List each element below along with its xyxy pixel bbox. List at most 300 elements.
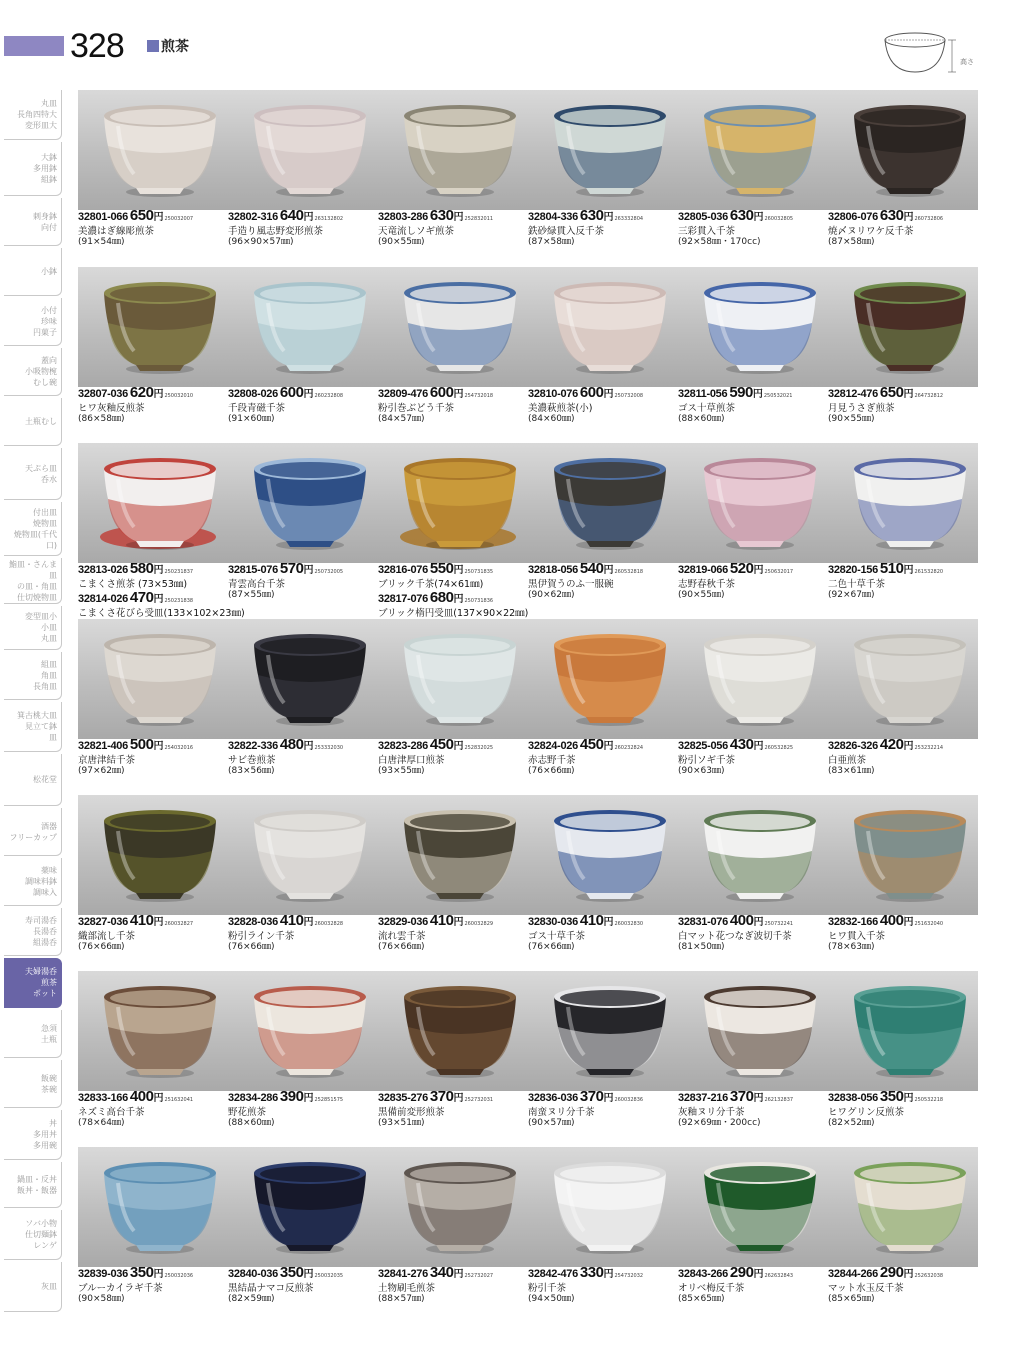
jan-code: 250732005 xyxy=(314,569,344,575)
jan-code: 260532818 xyxy=(614,569,644,575)
product-code: 32804-336 xyxy=(528,211,578,223)
product-price: 500 xyxy=(129,736,154,753)
product-info xyxy=(378,561,528,619)
product-item[interactable] xyxy=(678,795,828,971)
sidebar-category-item[interactable]: 鮨皿・さんま皿 の皿・角皿 仕切焼物皿 xyxy=(4,558,62,604)
teacup-image xyxy=(548,277,678,381)
product-item[interactable] xyxy=(78,267,228,443)
product-price: 520 xyxy=(729,560,754,577)
product-item[interactable] xyxy=(378,90,528,266)
product-item[interactable] xyxy=(828,795,978,971)
product-item[interactable] xyxy=(228,1147,378,1323)
product-item[interactable] xyxy=(828,90,978,266)
yen-unit: 円 xyxy=(603,565,614,576)
product-size: (84×57㎜) xyxy=(378,414,425,424)
product-name: 青雲高台千茶 xyxy=(228,579,286,590)
product-info xyxy=(378,385,528,425)
yen-unit: 円 xyxy=(153,917,164,928)
teacup-image xyxy=(398,100,528,204)
product-name: 粉引ソギ千茶 xyxy=(678,755,736,766)
product-price: 400 xyxy=(729,912,754,929)
product-price: 350 xyxy=(279,1264,304,1281)
product-size: (90×57㎜) xyxy=(528,1118,575,1128)
jan-code: 250032035 xyxy=(314,1273,344,1279)
yen-unit: 円 xyxy=(453,1269,464,1280)
diagram-height-label: 高さ xyxy=(960,58,974,66)
product-code: 32831-076 xyxy=(678,916,728,928)
product-price: 550 xyxy=(429,560,454,577)
teacup-image xyxy=(98,100,228,204)
product-name: 粉引巻ぶどう千茶 xyxy=(378,403,455,414)
yen-unit: 円 xyxy=(153,565,164,576)
product-price: 370 xyxy=(729,1088,754,1105)
product-info xyxy=(78,1089,228,1129)
sidebar-category-item[interactable]: 天ぷら皿 呑水 xyxy=(4,448,62,500)
product-info xyxy=(678,561,828,601)
product-name: 美濃はぎ線彫煎茶 xyxy=(78,226,155,237)
yen-unit: 円 xyxy=(903,917,914,928)
product-code: 32821-406 xyxy=(78,740,128,752)
product-item[interactable] xyxy=(528,1147,678,1323)
product-price: 600 xyxy=(579,384,604,401)
product-name: 美濃萩煎茶(小) xyxy=(528,403,593,414)
sidebar-category-item[interactable]: ソバ小物 仕切麺鉢 レンゲ xyxy=(4,1210,62,1260)
product-code: 32814-026 xyxy=(78,593,128,605)
product-item[interactable] xyxy=(678,619,828,795)
product-name: 土物刷毛煎茶 xyxy=(378,1283,436,1294)
product-item[interactable] xyxy=(678,1147,828,1323)
product-item[interactable] xyxy=(378,1147,528,1323)
product-size: (86×58㎜) xyxy=(78,414,125,424)
product-item[interactable] xyxy=(828,267,978,443)
product-size: (91×60㎜) xyxy=(228,414,275,424)
product-name: 南蛮ヌリ分千茶 xyxy=(528,1107,595,1118)
teacup-image xyxy=(98,981,228,1085)
cup-dimension-diagram-icon xyxy=(880,28,980,78)
jan-code: 250731836 xyxy=(464,598,494,604)
sidebar-category-item[interactable]: 丸皿 長角四特大 変形皿大 xyxy=(4,90,62,140)
product-price: 340 xyxy=(429,1264,454,1281)
product-info xyxy=(78,385,228,425)
jan-code: 250032036 xyxy=(164,1273,194,1279)
product-item[interactable] xyxy=(528,443,678,619)
yen-unit: 円 xyxy=(753,212,764,223)
sidebar-category-item[interactable]: 薬味 調味料鉢 調味入 xyxy=(4,858,62,906)
product-price: 680 xyxy=(429,589,454,606)
product-info xyxy=(228,208,378,248)
section-title: 煎茶 xyxy=(161,39,189,55)
teacup-image xyxy=(548,629,678,733)
product-info xyxy=(678,913,828,953)
product-code: 32830-036 xyxy=(528,916,578,928)
yen-unit: 円 xyxy=(153,1093,164,1104)
product-item[interactable] xyxy=(78,1147,228,1323)
product-item[interactable] xyxy=(828,443,978,619)
teacup-image xyxy=(98,1157,228,1261)
product-name: 白唐津厚口煎茶 xyxy=(378,755,445,766)
jan-code: 260032836 xyxy=(614,1097,644,1103)
product-price: 370 xyxy=(429,1088,454,1105)
jan-code: 253232214 xyxy=(914,745,944,751)
product-name: 黒結晶ナマコ反煎茶 xyxy=(228,1283,314,1294)
jan-code: 260732806 xyxy=(914,216,944,222)
sidebar-category-item[interactable]: 丼 多用丼 多用碗 xyxy=(4,1110,62,1160)
product-item[interactable] xyxy=(228,971,378,1147)
product-item[interactable] xyxy=(528,90,678,266)
product-item[interactable] xyxy=(78,619,228,795)
teacup-image xyxy=(248,100,378,204)
sidebar-category-item[interactable]: 鍋皿・反丼 飯丼・飯器 xyxy=(4,1162,62,1208)
product-code: 32834-286 xyxy=(228,1092,278,1104)
product-code: 32828-036 xyxy=(228,916,278,928)
product-code: 32802-316 xyxy=(228,211,278,223)
teacup-image xyxy=(398,277,528,381)
product-size: (78×64㎜) xyxy=(78,1118,125,1128)
section-marker-icon xyxy=(147,40,159,52)
jan-code: 251632041 xyxy=(164,1097,194,1103)
sidebar-category-item[interactable]: 組皿 角皿 長角皿 xyxy=(4,652,62,700)
teacup-image xyxy=(848,453,978,557)
product-info xyxy=(78,737,228,777)
sidebar-category-item[interactable]: 灰皿 xyxy=(4,1262,62,1312)
jan-code: 262132837 xyxy=(764,1097,794,1103)
jan-code: 261532820 xyxy=(914,569,944,575)
product-price: 410 xyxy=(279,912,304,929)
product-name: 白マット花つなぎ波切千茶 xyxy=(678,931,792,942)
yen-unit: 円 xyxy=(603,1269,614,1280)
teacup-image xyxy=(848,100,978,204)
jan-code: 263332804 xyxy=(614,216,644,222)
teacup-image xyxy=(698,805,828,909)
product-price: 600 xyxy=(429,384,454,401)
sidebar-category-item[interactable]: 刺身鉢 向付 xyxy=(4,198,62,246)
product-item[interactable] xyxy=(228,795,378,971)
jan-code: 250632017 xyxy=(764,569,794,575)
product-name: 千段青磁千茶 xyxy=(228,403,286,414)
product-item[interactable] xyxy=(828,971,978,1147)
yen-unit: 円 xyxy=(603,389,614,400)
product-price: 450 xyxy=(429,736,454,753)
product-price: 400 xyxy=(129,1088,154,1105)
product-info xyxy=(528,208,678,248)
product-name: ヒワ灰釉反煎茶 xyxy=(78,403,145,414)
product-row xyxy=(78,443,978,619)
teacup-image xyxy=(698,453,828,557)
product-price: 480 xyxy=(279,736,304,753)
jan-code: 260232824 xyxy=(614,745,644,751)
product-item[interactable] xyxy=(678,971,828,1147)
product-info xyxy=(828,737,978,777)
jan-code: 260032830 xyxy=(614,921,644,927)
teacup-image xyxy=(548,805,678,909)
product-price: 420 xyxy=(879,736,904,753)
jan-code: 260032828 xyxy=(314,921,344,927)
product-price: 570 xyxy=(279,560,304,577)
product-item[interactable] xyxy=(828,619,978,795)
product-row xyxy=(78,971,978,1147)
product-item[interactable] xyxy=(678,267,828,443)
yen-unit: 円 xyxy=(153,1269,164,1280)
product-name: ネズミ高台千茶 xyxy=(78,1107,145,1118)
product-code: 32810-076 xyxy=(528,388,578,400)
product-info xyxy=(678,1265,828,1305)
product-name: こまくさ煎茶 (73×53㎜) xyxy=(78,579,188,590)
yen-unit: 円 xyxy=(453,741,464,752)
yen-unit: 円 xyxy=(903,389,914,400)
sidebar-category-item[interactable]: 小付 珍味 円菓子 xyxy=(4,298,62,346)
product-price: 470 xyxy=(129,589,154,606)
product-size: (94×50㎜) xyxy=(528,1294,575,1304)
sidebar-category-item[interactable]: 付出皿 焼物皿 焼物皿(千代口) xyxy=(4,502,62,556)
product-code: 32842-476 xyxy=(528,1268,578,1280)
product-item[interactable] xyxy=(378,443,528,619)
product-price: 410 xyxy=(129,912,154,929)
product-info xyxy=(528,737,678,777)
product-info xyxy=(678,385,828,425)
product-item[interactable] xyxy=(378,619,528,795)
product-price: 410 xyxy=(579,912,604,929)
product-info xyxy=(78,208,228,248)
product-item[interactable] xyxy=(528,795,678,971)
yen-unit: 円 xyxy=(903,741,914,752)
product-size: (85×65㎜) xyxy=(828,1294,875,1304)
jan-code: 260532825 xyxy=(764,745,794,751)
product-item[interactable] xyxy=(228,90,378,266)
jan-code: 252851575 xyxy=(314,1097,344,1103)
product-size: (90×55㎜) xyxy=(678,590,725,600)
product-code: 32837-216 xyxy=(678,1092,728,1104)
product-name: 月見うさぎ煎茶 xyxy=(828,403,895,414)
product-size: (92×58㎜・170cc) xyxy=(678,237,761,247)
product-price: 400 xyxy=(879,912,904,929)
jan-code: 260032829 xyxy=(464,921,494,927)
jan-code: 254732018 xyxy=(464,393,494,399)
product-item[interactable] xyxy=(228,619,378,795)
product-item[interactable] xyxy=(378,971,528,1147)
product-name: 流れ雲千茶 xyxy=(378,931,426,942)
yen-unit: 円 xyxy=(603,212,614,223)
product-name: ブリック千茶(74×61㎜) xyxy=(378,579,484,590)
product-info xyxy=(228,1089,378,1129)
product-item[interactable] xyxy=(78,443,245,619)
sidebar-category-item[interactable]: 小鉢 xyxy=(4,248,62,296)
yen-unit: 円 xyxy=(903,1269,914,1280)
product-name: サビ巻煎茶 xyxy=(228,755,276,766)
product-item[interactable] xyxy=(528,971,678,1147)
product-price: 540 xyxy=(579,560,604,577)
sidebar-category-item[interactable]: 蓋向 小吸物椀 むし碗 xyxy=(4,348,62,396)
product-size: (76×66㎜) xyxy=(78,942,125,952)
product-item[interactable] xyxy=(528,619,678,795)
product-price: 620 xyxy=(129,384,154,401)
yen-unit: 円 xyxy=(453,565,464,576)
product-row xyxy=(78,795,978,971)
jan-code: 250732241 xyxy=(764,921,794,927)
sidebar-category-item[interactable]: 酒器 フリーカップ xyxy=(4,808,62,856)
jan-code: 250032007 xyxy=(164,216,194,222)
product-code: 32833-166 xyxy=(78,1092,128,1104)
product-code: 32838-056 xyxy=(828,1092,878,1104)
teacup-image xyxy=(398,805,528,909)
product-code: 32825-056 xyxy=(678,740,728,752)
product-price: 450 xyxy=(579,736,604,753)
teacup-image xyxy=(248,805,378,909)
teacup-image xyxy=(848,629,978,733)
product-price: 350 xyxy=(879,1088,904,1105)
product-name: 三彩貫入千茶 xyxy=(678,226,736,237)
product-code: 32817-076 xyxy=(378,593,428,605)
sidebar-category-item[interactable]: 変型皿小 小皿 丸皿 xyxy=(4,606,62,650)
yen-unit: 円 xyxy=(303,1269,314,1280)
product-size: (88×60㎜) xyxy=(678,414,725,424)
product-item[interactable] xyxy=(378,267,528,443)
product-info xyxy=(228,385,378,425)
product-size: (82×52㎜) xyxy=(828,1118,875,1128)
product-size: (92×69㎜・200cc) xyxy=(678,1118,761,1128)
product-size: (97×62㎜) xyxy=(78,766,125,776)
product-code: 32824-026 xyxy=(528,740,578,752)
product-item[interactable] xyxy=(78,795,228,971)
sidebar-category-item[interactable]: 急須 土瓶 xyxy=(4,1010,62,1058)
jan-code: 251632040 xyxy=(914,921,944,927)
teacup-image xyxy=(248,277,378,381)
product-item[interactable] xyxy=(228,267,378,443)
jan-code: 254032016 xyxy=(164,745,194,751)
jan-code: 260232808 xyxy=(314,393,344,399)
product-item[interactable] xyxy=(78,90,228,266)
product-item[interactable] xyxy=(828,1147,978,1323)
jan-code: 250032010 xyxy=(164,393,194,399)
product-size: (93×55㎜) xyxy=(378,766,425,776)
product-code: 32841-276 xyxy=(378,1268,428,1280)
yen-unit: 円 xyxy=(752,389,763,400)
product-name: 灰釉ヌリ分千茶 xyxy=(678,1107,745,1118)
product-price: 590 xyxy=(729,384,753,401)
product-code: 32822-336 xyxy=(228,740,278,752)
teacup-image xyxy=(248,629,378,733)
product-size: (76×66㎜) xyxy=(528,766,575,776)
product-info xyxy=(78,560,245,619)
sidebar-category-item[interactable]: 飯碗 茶碗 xyxy=(4,1060,62,1108)
product-name: 野花煎茶 xyxy=(228,1107,267,1118)
product-name: オリベ梅反千茶 xyxy=(678,1283,745,1294)
product-size: (87×58㎜) xyxy=(828,237,875,247)
product-info xyxy=(378,913,528,953)
product-size: (90×62㎜) xyxy=(528,590,575,600)
product-code: 32813-026 xyxy=(78,564,128,576)
product-code: 32826-326 xyxy=(828,740,878,752)
product-name: 志野春秋千茶 xyxy=(678,579,736,590)
product-item[interactable] xyxy=(228,443,378,619)
sidebar-category-item[interactable]: 松花堂 xyxy=(4,754,62,806)
sidebar-category-item[interactable]: 大鉢 多用鉢 組鉢 xyxy=(4,142,62,196)
product-size: (83×56㎜) xyxy=(228,766,275,776)
product-code: 32803-286 xyxy=(378,211,428,223)
jan-code: 260032827 xyxy=(164,921,194,927)
yen-unit: 円 xyxy=(453,389,464,400)
product-info xyxy=(528,1265,678,1305)
product-code: 32844-266 xyxy=(828,1268,878,1280)
yen-unit: 円 xyxy=(903,1093,914,1104)
product-name: 粉引千茶 xyxy=(528,1283,567,1294)
product-code: 32801-066 xyxy=(78,211,128,223)
product-name: ブリック楕円受皿(137×90×22㎜) xyxy=(378,608,529,619)
yen-unit: 円 xyxy=(303,389,314,400)
product-name: 織部流し千茶 xyxy=(78,931,136,942)
product-size: (76×66㎜) xyxy=(228,942,275,952)
product-code: 32843-266 xyxy=(678,1268,728,1280)
product-name: 鉄砂緑貫入反千茶 xyxy=(528,226,605,237)
product-price: 600 xyxy=(279,384,304,401)
product-info xyxy=(228,1265,378,1305)
product-code: 32805-036 xyxy=(678,211,728,223)
jan-code: 262632843 xyxy=(764,1273,794,1279)
product-code: 32835-276 xyxy=(378,1092,428,1104)
product-name: ヒワ貫入千茶 xyxy=(828,931,886,942)
teacup-image xyxy=(248,1157,378,1261)
product-info xyxy=(828,913,978,953)
teacup-image xyxy=(398,453,528,557)
sidebar-category-item[interactable]: 箕古桃大皿 見立て鉢 皿 xyxy=(4,702,62,752)
product-size: (87×58㎜) xyxy=(528,237,575,247)
teacup-image xyxy=(698,1157,828,1261)
yen-unit: 円 xyxy=(303,1093,314,1104)
teacup-image xyxy=(398,981,528,1085)
product-row xyxy=(78,267,978,443)
product-code: 32820-156 xyxy=(828,564,878,576)
product-item[interactable] xyxy=(678,90,828,266)
product-code: 32807-036 xyxy=(78,388,128,400)
yen-unit: 円 xyxy=(453,917,464,928)
product-info xyxy=(228,737,378,777)
product-code: 32818-056 xyxy=(528,564,578,576)
product-size: (88×60㎜) xyxy=(228,1118,275,1128)
product-item[interactable] xyxy=(678,443,828,619)
product-price: 510 xyxy=(879,560,904,577)
yen-unit: 円 xyxy=(153,212,164,223)
jan-code: 250231837 xyxy=(164,569,194,575)
jan-code: 250732008 xyxy=(614,393,644,399)
product-name: 黒伊賀うのふ一服碗 xyxy=(528,579,614,590)
teacup-image xyxy=(548,1157,678,1261)
product-item[interactable] xyxy=(528,267,678,443)
product-name: 焼〆ヌリワケ反千茶 xyxy=(828,226,914,237)
product-name: 白亜煎茶 xyxy=(828,755,867,766)
product-price: 650 xyxy=(129,207,154,224)
product-size: (90×58㎜) xyxy=(78,1294,125,1304)
sidebar-category-item[interactable]: 夫婦湯呑 煎茶 ポット xyxy=(4,958,62,1008)
teacup-image xyxy=(698,277,828,381)
product-size: (93×51㎜) xyxy=(378,1118,425,1128)
yen-unit: 円 xyxy=(753,1093,764,1104)
product-item[interactable] xyxy=(78,971,228,1147)
product-item[interactable] xyxy=(378,795,528,971)
yen-unit: 円 xyxy=(753,741,764,752)
product-info xyxy=(528,385,678,425)
jan-code: 252832025 xyxy=(464,745,494,751)
product-size: (85×65㎜) xyxy=(678,1294,725,1304)
teacup-image xyxy=(848,981,978,1085)
product-price: 290 xyxy=(879,1264,904,1281)
sidebar-category-item[interactable]: 土瓶むし xyxy=(4,398,62,446)
sidebar-category-item[interactable]: 寿司湯呑 長湯呑 組湯呑 xyxy=(4,908,62,956)
header-accent-bar xyxy=(4,36,64,56)
yen-unit: 円 xyxy=(753,917,764,928)
yen-unit: 円 xyxy=(303,741,314,752)
product-size: (83×61㎜) xyxy=(828,766,875,776)
product-info xyxy=(828,208,978,248)
product-size: (92×67㎜) xyxy=(828,590,875,600)
